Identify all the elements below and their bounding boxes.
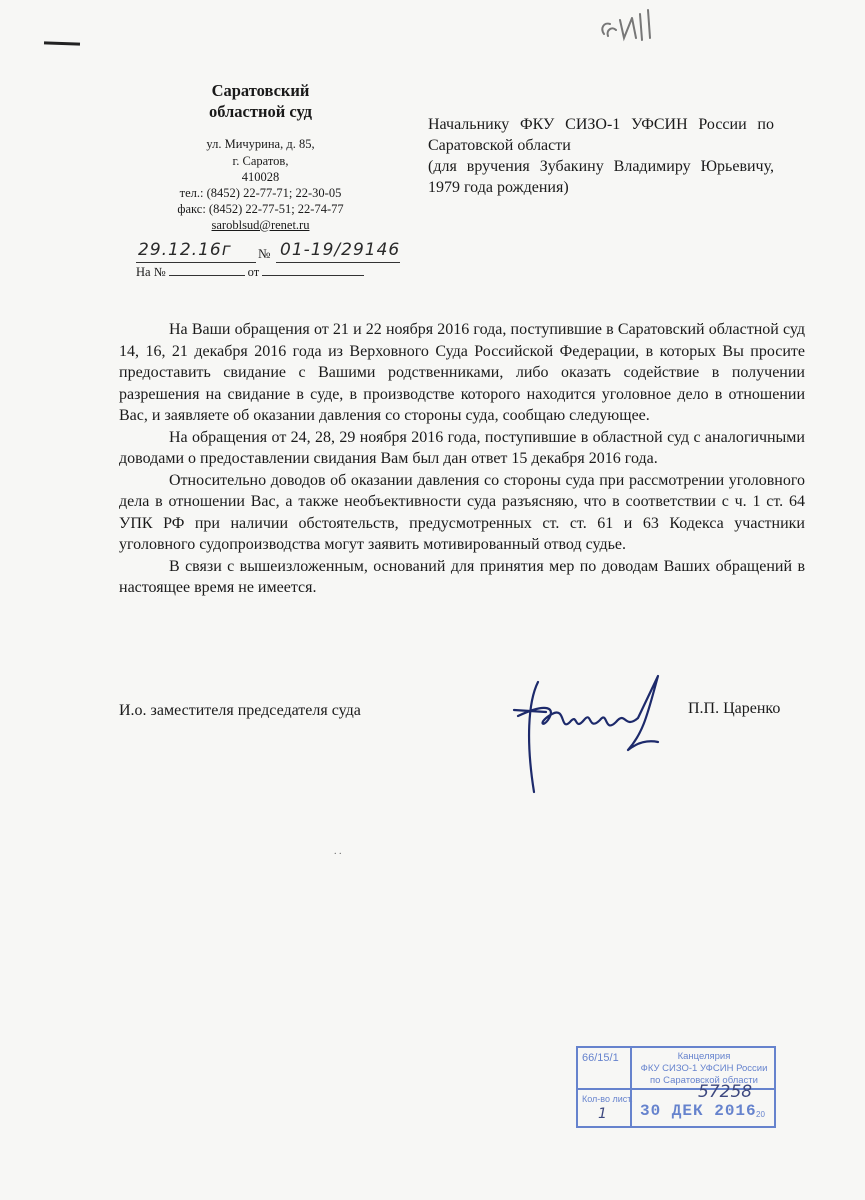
court-address-street: ул. Мичурина, д. 85,: [206, 137, 315, 151]
reference-date-blank: [262, 264, 364, 276]
stamp-incoming-number: 57258: [698, 1082, 753, 1102]
court-phone: тел.: (8452) 22-77-71; 22-30-05: [179, 185, 342, 200]
letter-body: [119, 319, 805, 599]
registration-number-underline: [276, 262, 400, 263]
addressee-line2: (для вручения Зубакину Владимиру Юрьевичу, 1979 года рождения): [428, 158, 774, 196]
reference-line: [136, 264, 364, 280]
stamp-date: 30 ДЕК 2016: [640, 1102, 757, 1120]
stamp-code: 66/15/1: [582, 1052, 619, 1064]
signatory-title: И.о. заместителя председателя суда: [119, 702, 361, 719]
scan-speck: . .: [334, 846, 342, 857]
stamp-year-suffix: 20: [756, 1110, 765, 1119]
registration-number-label: №: [258, 246, 271, 261]
registration-date: 29.12.16г: [138, 240, 232, 260]
addressee-block: [428, 114, 774, 198]
body-paragraph-2: На обращения от 24, 28, 29 ноября 2016 года, поступившие в областной суд с аналогичными доводами о предоставлении свидания Вам был дан ответ 15 декабря 2016 года.: [119, 428, 805, 467]
body-paragraph-4: В связи с вышеизложенным, оснований для принятия мер по доводам Ваших обращений в настоящее время не имеется.: [119, 557, 805, 596]
court-address-city: г. Саратов,: [232, 153, 289, 168]
stamp-office-line1: Канцелярия: [677, 1051, 731, 1062]
stamp-sheet-count-label: Кол-во лист.: [582, 1094, 633, 1104]
court-fax: факс: (8452) 22-77-51; 22-74-77: [177, 201, 344, 216]
corner-staple-mark: [44, 41, 80, 45]
court-header: [118, 80, 403, 233]
body-paragraph-3: Относительно доводов об оказании давления со стороны суда при рассмотрении уголовного дела в отношении Вас, а также необъективности суда разъясняю, что в соответствии с ч. 1 ст. 64 УПК РФ при наличии обстоятельств, предусмотренных ст. ст. 61 и 63 Кодекса участники уголовного судопроизводства могут заявить мотивированный отвод судье.: [119, 471, 805, 553]
registration-number: 01-19/29146: [280, 240, 401, 260]
stamp-sheet-count-value: 1: [598, 1106, 607, 1122]
body-paragraph-1: На Ваши обращения от 21 и 22 ноября 2016 года, поступившие в Саратовский областной суд 14, 16, 21 декабря 2016 года из Верховного Суда Российской Федерации, в которых Вы просите предоставить свидание с Вашими родственниками, либо оказать содействие в получении разрешения на свидание в суде, в производстве которого находится уголовное дело в отношении Вас, и заявляете об оказании давления со стороны суда, сообщаю следующее.: [119, 321, 805, 424]
registration-date-underline: [136, 262, 256, 263]
stamp-divider-vertical: [630, 1048, 632, 1126]
signatory-name: П.П. Царенко: [688, 700, 781, 717]
court-name-line2: областной суд: [208, 102, 313, 121]
reference-number-blank: [169, 264, 245, 276]
incoming-registration-stamp: [576, 1046, 776, 1128]
court-name-line1: Саратовский: [211, 81, 310, 100]
stamp-office-line3: по Саратовской области: [650, 1075, 758, 1086]
reference-number-label: На №: [136, 265, 166, 279]
court-address-postcode: 410028: [241, 169, 280, 184]
handwritten-signature: [508, 662, 678, 802]
handwritten-initials-mark: [598, 8, 668, 48]
court-email-link[interactable]: saroblsud@renet.ru: [211, 217, 310, 232]
reference-from-label: от: [247, 265, 260, 279]
stamp-office-line2: ФКУ СИЗО-1 УФСИН России: [640, 1063, 768, 1074]
addressee-line1: Начальнику ФКУ СИЗО-1 УФСИН России по Саратовской области: [428, 116, 774, 154]
